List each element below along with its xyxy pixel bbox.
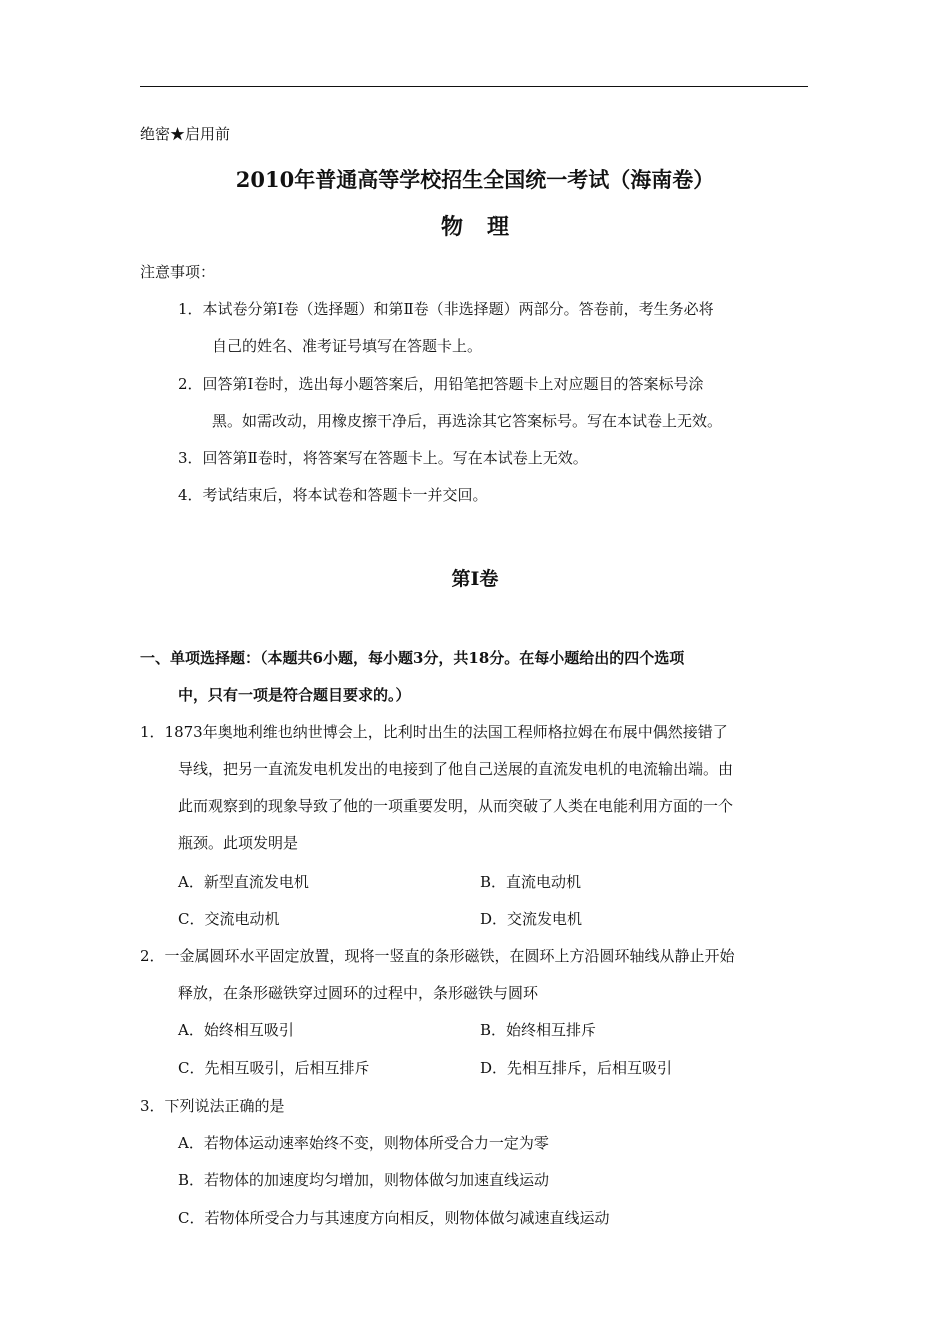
q1-option-d: D．交流发电机	[480, 910, 583, 928]
q3-option-c: C．若物体所受合力与其速度方向相反，则物体做匀减速直线运动	[178, 1209, 610, 1227]
section-heading-line-2: 中，只有一项是符合题目要求的。）	[178, 686, 411, 704]
q3-line-1: 3．下列说法正确的是	[140, 1097, 285, 1115]
q1-option-c: C．交流电动机	[178, 910, 280, 928]
q2-option-c: C．先相互吸引，后相互排斥	[178, 1059, 370, 1077]
note-4: 4．考试结束后，将本试卷和答题卡一并交回。	[178, 486, 488, 504]
subject-title: 物理	[440, 214, 533, 240]
part-1-title: 第Ⅰ卷	[451, 568, 499, 590]
q2-option-b: B．始终相互排斥	[480, 1021, 597, 1039]
q1-line-1: 1．1873年奥地利维也纳世博会上，比利时出生的法国工程师格拉姆在布展中偶然接错了	[140, 723, 728, 741]
q3-option-b: B．若物体的加速度均匀增加，则物体做匀加速直线运动	[178, 1171, 550, 1189]
header-rule	[140, 86, 808, 87]
note-3: 3．回答第Ⅱ卷时，将答案写在答题卡上。写在本试卷上无效。	[178, 449, 588, 467]
note-2-line-1: 2．回答第Ⅰ卷时，选出每小题答案后，用铅笔把答题卡上对应题目的答案标号涂	[178, 375, 704, 393]
q1-option-b: B．直流电动机	[480, 873, 582, 891]
note-1-line-2: 自己的姓名、准考证号填写在答题卡上。	[212, 337, 483, 355]
q2-option-d: D．先相互排斥，后相互吸引	[480, 1059, 673, 1077]
q2-line-1: 2．一金属圆环水平固定放置，现将一竖直的条形磁铁，在圆环上方沿圆环轴线从静止开始	[140, 947, 735, 965]
q1-line-4: 瓶颈。此项发明是	[178, 834, 299, 852]
q1-line-3: 此而观察到的现象导致了他的一项重要发明，从而突破了人类在电能利用方面的一个	[178, 797, 734, 815]
q2-option-a: A．始终相互吸引	[178, 1021, 294, 1039]
secret-label: 绝密★启用前	[140, 125, 231, 143]
notes-heading: 注意事项：	[140, 263, 216, 281]
q2-line-2: 释放，在条形磁铁穿过圆环的过程中，条形磁铁与圆环	[178, 984, 539, 1002]
note-2-line-2: 黑。如需改动，用橡皮擦干净后，再选涂其它答案标号。写在本试卷上无效。	[212, 412, 723, 430]
q1-line-2: 导线，把另一直流发电机发出的电接到了他自己送展的直流发电机的电流输出端。由	[178, 760, 734, 778]
q3-option-a: A．若物体运动速率始终不变，则物体所受合力一定为零	[178, 1134, 549, 1152]
note-1-line-1: 1．本试卷分第Ⅰ卷（选择题）和第Ⅱ卷（非选择题）两部分。答卷前，考生务必将	[178, 300, 714, 318]
q1-option-a: A．新型直流发电机	[178, 873, 309, 891]
section-heading-line-1: 一、单项选择题：（本题共6小题，每小题3分，共18分。在每小题给出的四个选项	[140, 649, 685, 667]
exam-title: 2010年普通高等学校招生全国统一考试（海南卷）	[235, 167, 715, 192]
